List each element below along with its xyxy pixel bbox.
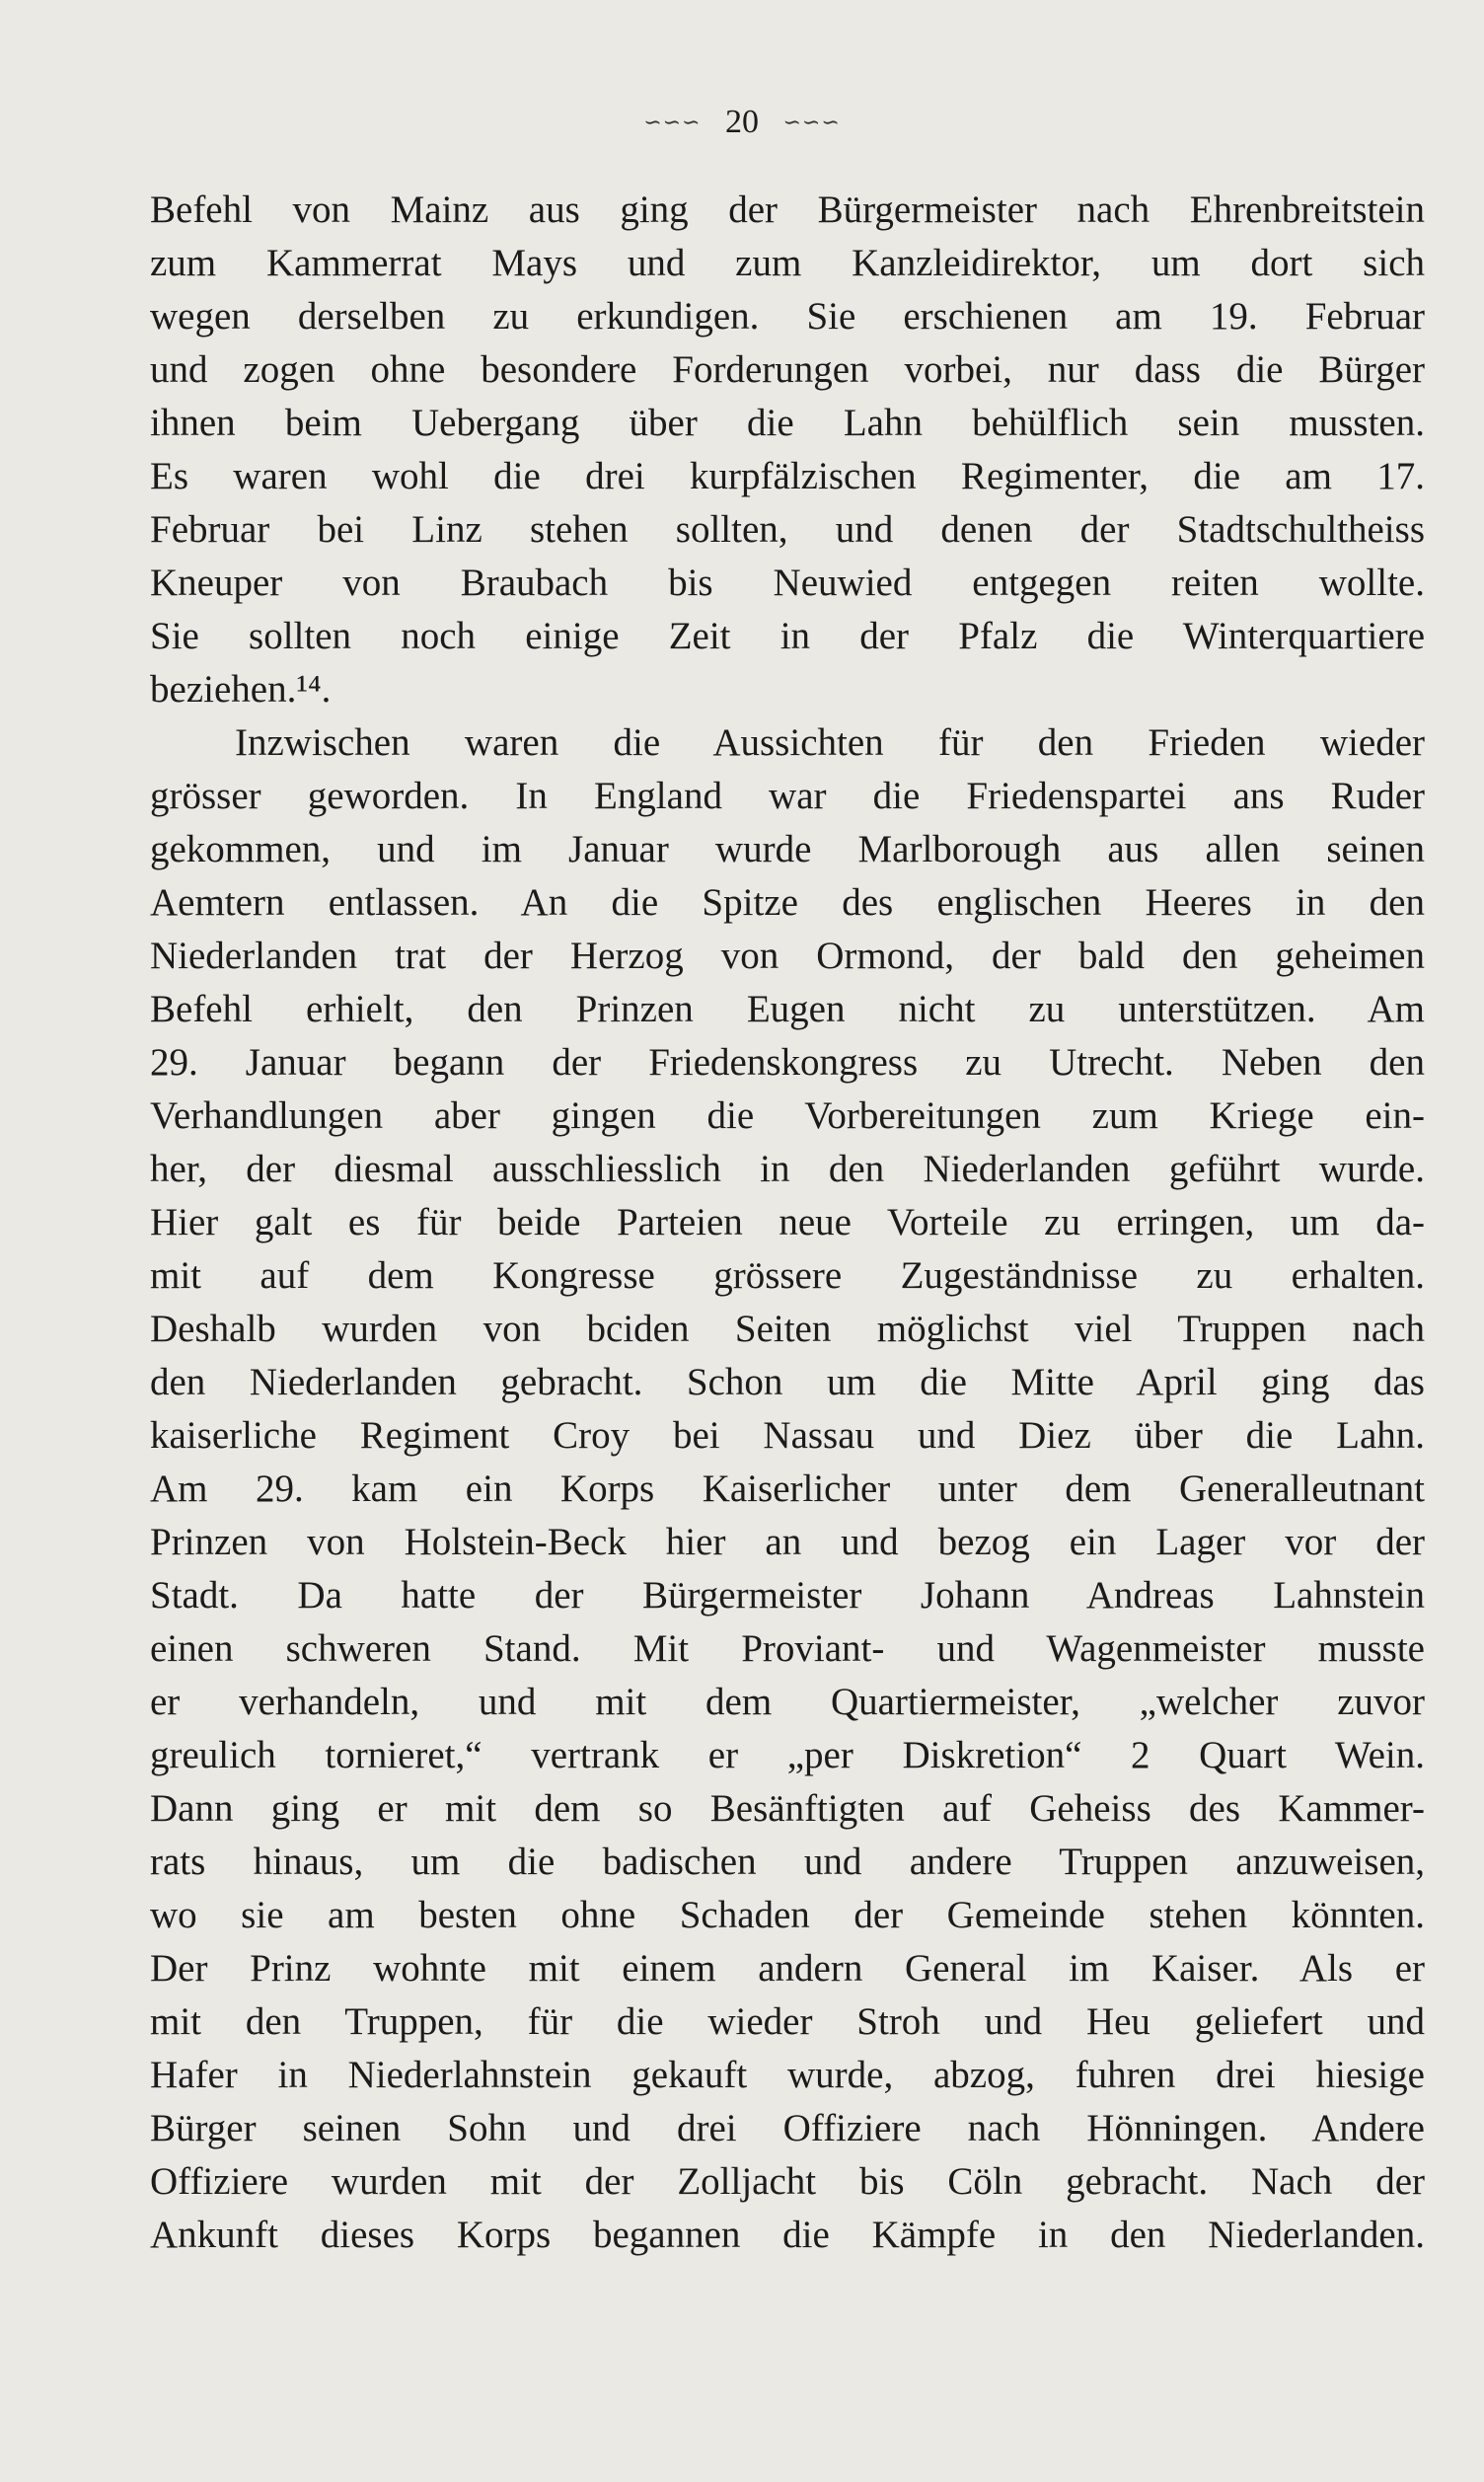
text-line: mit den Truppen, für die wieder Stroh und Heu geliefert und [150,2000,1425,2043]
page-header [0,99,1484,144]
text-line: Inzwischen waren die Aussichten für den Frieden wieder [235,721,1425,764]
text-line: Der Prinz wohnte mit einem andern General im Kaiser. Als er [150,1947,1425,1990]
text-line: Befehl erhielt, den Prinzen Eugen nicht zu unterstützen. Am [150,988,1425,1030]
body-text [150,184,1425,2262]
text-line: Deshalb wurden von bciden Seiten möglichst viel Truppen nach [150,1308,1425,1350]
text-line: einen schweren Stand. Mit Proviant- und Wagenmeister musste [150,1627,1425,1670]
text-line: 29. Januar begann der Friedenskongress zu Utrecht. Neben den [150,1041,1425,1084]
text-line: wegen derselben zu erkundigen. Sie erschienen am 19. Februar [150,295,1425,338]
text-line: greulich tornieret,“ vertrank er „per Diskretion“ 2 Quart Wein. [150,1734,1425,1776]
text-line: kaiserliche Regiment Croy bei Nassau und Diez über die Lahn. [150,1414,1425,1457]
text-line: Stadt. Da hatte der Bürgermeister Johann Andreas Lahnstein [150,1574,1425,1617]
text-line: zum Kammerrat Mays und zum Kanzleidirektor, um dort sich [150,242,1425,284]
text-line: beziehen.¹⁴. [150,668,332,711]
ornament-left: ∽∽∽ [643,110,702,135]
text-line: ihnen beim Uebergang über die Lahn behülflich sein mussten. [150,402,1425,444]
ornament-right: ∽∽∽ [782,110,841,135]
text-line: her, der diesmal ausschliesslich in den Niederlanden geführt wurde. [150,1148,1425,1190]
text-line: den Niederlanden gebracht. Schon um die Mitte April ging das [150,1361,1425,1403]
text-line: Befehl von Mainz aus ging der Bürgermeister nach Ehrenbreitstein [150,188,1425,231]
text-line: Hafer in Niederlahnstein gekauft wurde, abzog, fuhren drei hiesige [150,2054,1425,2096]
text-line: Verhandlungen aber gingen die Vorbereitungen zum Kriege ein- [150,1094,1425,1137]
text-line: Kneuper von Braubach bis Neuwied entgegen reiten wollte. [150,562,1425,604]
text-line: Am 29. kam ein Korps Kaiserlicher unter dem Generalleutnant [150,1467,1425,1510]
text-line: Ankunft dieses Korps begannen die Kämpfe in den Niederlanden. [150,2214,1425,2256]
text-line: Prinzen von Holstein-Beck hier an und bezog ein Lager vor der [150,1521,1425,1563]
text-line: Niederlanden trat der Herzog von Ormond, der bald den geheimen [150,935,1425,977]
page-number: 20 [725,104,759,141]
text-line: grösser geworden. In England war die Friedenspartei ans Ruder [150,775,1425,817]
text-line: und zogen ohne besondere Forderungen vorbei, nur dass die Bürger [150,348,1425,391]
text-line: Hier galt es für beide Parteien neue Vorteile zu erringen, um da- [150,1201,1425,1243]
text-line: wo sie am besten ohne Schaden der Gemeinde stehen könnten. [150,1894,1425,1936]
text-line: Offiziere wurden mit der Zolljacht bis Cöln gebracht. Nach der [150,2160,1425,2203]
text-line: mit auf dem Kongresse grössere Zugeständnisse zu erhalten. [150,1254,1425,1297]
text-line: gekommen, und im Januar wurde Marlborough aus allen seinen [150,828,1425,870]
text-line: Sie sollten noch einige Zeit in der Pfalz die Winterquartiere [150,615,1425,657]
text-line: Bürger seinen Sohn und drei Offiziere nach Hönningen. Andere [150,2107,1425,2149]
text-line: Februar bei Linz stehen sollten, und denen der Stadtschultheiss [150,508,1425,551]
text-line: er verhandeln, und mit dem Quartiermeister, „welcher zuvor [150,1681,1425,1723]
text-line: Es waren wohl die drei kurpfälzischen Regimenter, die am 17. [150,455,1425,497]
text-line: rats hinaus, um die badischen und andere Truppen anzuweisen, [150,1841,1425,1883]
text-line: Dann ging er mit dem so Besänftigten auf Geheiss des Kammer- [150,1787,1425,1830]
text-line: Aemtern entlassen. An die Spitze des englischen Heeres in den [150,881,1425,924]
